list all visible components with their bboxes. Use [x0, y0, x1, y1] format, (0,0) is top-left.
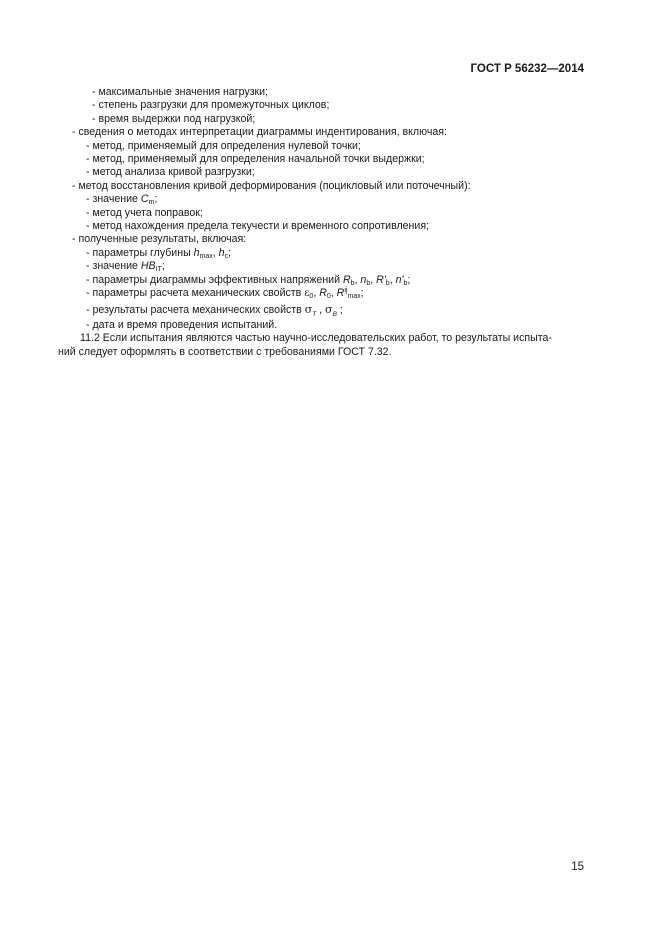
subscript: IT	[155, 266, 162, 274]
list-item-calc-results	[58, 303, 586, 317]
list-item-unload-curve-method: - метод анализа кривой разгрузки;	[86, 166, 255, 179]
text-fragment: ;	[154, 193, 158, 206]
text-fragment: - значение	[86, 260, 141, 273]
symbol-r: R	[319, 287, 327, 300]
text-fragment: ,	[330, 287, 337, 300]
list-item-hb-value	[58, 260, 586, 273]
list-item-results: - полученные результаты, включая:	[72, 233, 247, 246]
subscript: b	[350, 279, 355, 287]
document-id-header: ГОСТ Р 56232—2014	[470, 63, 584, 75]
subscript: max	[347, 293, 361, 301]
symbol-c: C	[140, 193, 149, 206]
text-fragment: ,	[354, 273, 361, 286]
list-item-corrections-method: - метод учета поправок;	[86, 206, 203, 219]
text-fragment: ,	[316, 303, 326, 316]
subscript: B	[332, 310, 337, 318]
list-item-hold-start-method: - метод, применяемый для определения начальной точки выдержки;	[86, 153, 425, 166]
paragraph-line: 11.2 Если испытания являются частью научно-исследовательских работ, то результаты испыта-	[80, 332, 552, 345]
subscript: T	[312, 310, 317, 318]
subscript: 0	[309, 293, 314, 301]
text-fragment: ;	[360, 287, 364, 300]
text-fragment: ,	[370, 273, 377, 286]
text-fragment: ,	[313, 287, 320, 300]
symbol-sigma: σ	[304, 302, 313, 316]
subscript: c	[224, 252, 229, 260]
symbol-sigma: σ	[325, 302, 333, 316]
text-fragment: - значение	[86, 193, 141, 206]
symbol-n-prime: n'	[395, 273, 404, 286]
list-item-zero-point-method: - метод, применяемый для определения нулевой точки;	[86, 139, 361, 152]
subscript: max	[199, 252, 213, 260]
text-fragment: ;	[336, 303, 343, 316]
list-item-max-load: - максимальные значения нагрузки;	[92, 86, 269, 98]
symbol-r-prime: R'	[376, 273, 386, 286]
text-fragment: - параметры глубины	[86, 246, 194, 259]
symbol-h: h	[193, 246, 200, 259]
subscript: b	[366, 279, 371, 287]
subscript: 0	[326, 293, 331, 301]
list-item-cm-value	[58, 193, 586, 206]
text-fragment: ;	[228, 246, 232, 259]
text-fragment: ,	[389, 273, 396, 286]
symbol-h: h	[218, 246, 225, 259]
page-number: 15	[571, 861, 584, 873]
list-item-stress-diagram-params	[58, 274, 586, 287]
list-item-calc-params	[58, 287, 586, 300]
text-fragment: - результаты расчета механических свойств	[86, 303, 305, 316]
text-fragment: - параметры диаграммы эффективных напряжений	[86, 273, 343, 286]
text-fragment: ;	[407, 273, 411, 286]
subscript: b	[403, 279, 408, 287]
text-fragment: ;	[161, 260, 165, 273]
list-item-test-datetime: - дата и время проведения испытаний.	[86, 318, 278, 331]
symbol-hb: HB	[140, 260, 156, 273]
list-item-interpretation-methods: - сведения о методах интерпретации диаграммы индентирования, включая:	[72, 126, 447, 139]
text-fragment: ,	[212, 246, 219, 259]
list-item-hold-time: - время выдержки под нагрузкой;	[92, 112, 256, 125]
symbol-r: R	[342, 273, 351, 286]
paragraph-line: ний следует оформлять в соответствии с требованиями ГОСТ 7.32.	[58, 345, 392, 358]
list-item-curve-restoration-method: - метод восстановления кривой деформирования (поцикловый или поточечный):	[72, 179, 471, 192]
text-fragment: - параметры расчета механических свойств	[86, 287, 305, 300]
superscript: ij	[344, 287, 348, 295]
document-body	[58, 86, 586, 359]
paragraph-11-2	[58, 332, 586, 359]
list-item-unload-degree: - степень разгрузки для промежуточных циклов;	[92, 99, 330, 112]
symbol-epsilon: ε	[304, 288, 310, 300]
list-item-yield-strength-method: - метод нахождения предела текучести и временного сопротивления;	[86, 220, 430, 233]
subscript: m	[148, 199, 155, 207]
symbol-n: n	[360, 273, 367, 286]
subscript: b	[385, 279, 390, 287]
list-item-depth-params	[58, 247, 586, 260]
symbol-r: R	[336, 287, 345, 300]
